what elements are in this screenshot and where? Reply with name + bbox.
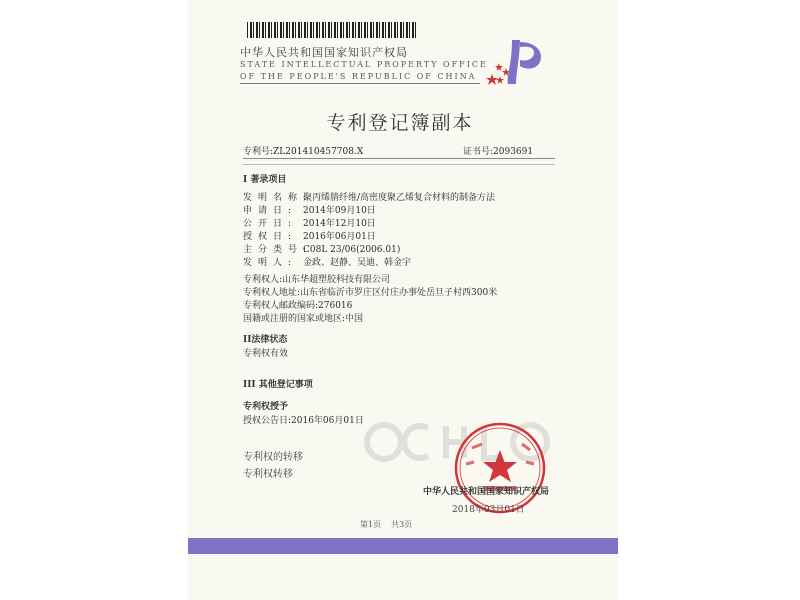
- office-name-en-line2: OF THE PEOPLE'S REPUBLIC OF CHINA: [240, 72, 477, 81]
- grant-announcement: 授权公告日:2016年06月01日: [243, 416, 364, 426]
- row-label: 申请日:: [243, 206, 298, 216]
- row-label: 发明名称:: [243, 193, 313, 203]
- bib-row-publication-date: [243, 216, 376, 229]
- grant-sub-heading: 专利权授予: [243, 402, 289, 412]
- bib-row-title: [243, 190, 495, 203]
- sipo-logo-icon: [486, 36, 546, 86]
- transfer-note-1: 专利权的转移: [243, 452, 303, 463]
- patentee-address: 专利权人地址:山东省临沂市罗庄区付庄办事处岳旦子村西300米: [243, 288, 498, 298]
- row-label: 发明人:: [243, 258, 298, 268]
- bib-row-application-date: [243, 203, 376, 216]
- row-value: 2014年12月10日: [303, 219, 376, 229]
- legal-status: 专利权有效: [243, 349, 289, 359]
- page-info: [360, 519, 422, 530]
- row-value: 2016年06月01日: [303, 232, 376, 242]
- section-3-heading: III 其他登记事项: [243, 380, 313, 390]
- patent-number: 专利号:ZL201410457708.X: [243, 147, 364, 157]
- color-band: [188, 538, 618, 554]
- page-total: 共3页: [391, 520, 413, 529]
- bib-row-grant-date: [243, 229, 376, 242]
- section-1-heading: I 著录项目: [243, 175, 287, 185]
- document-title: 专利登记簿副本: [326, 112, 474, 134]
- patentee-postcode: 专利权人邮政编码:276016: [243, 301, 353, 311]
- page-number: 第1页: [360, 520, 382, 529]
- row-label: 公开日:: [243, 219, 298, 229]
- bib-row-inventors: [243, 255, 411, 268]
- issue-date: 2018年03月01日: [452, 505, 525, 515]
- row-label: 主分类号:: [243, 245, 313, 255]
- office-name-cn: 中华人民共和国国家知识产权局: [240, 46, 408, 59]
- barcode: [247, 22, 417, 38]
- certificate-number: 证书号:2093691: [463, 147, 534, 157]
- row-value: C08L 23/06(2006.01): [303, 245, 401, 255]
- row-label: 授权日:: [243, 232, 298, 242]
- row-value: 2014年09月10日: [303, 206, 376, 216]
- row-value: 金政、赵静、吴迪、韩金宇: [303, 258, 412, 268]
- transfer-note-2: 专利权转移: [243, 469, 293, 480]
- section-2-heading: II法律状态: [243, 335, 288, 345]
- patentee-country: 国籍或注册的国家或地区:中国: [243, 314, 364, 324]
- office-name-en-line1: STATE INTELLECTUAL PROPERTY OFFICE: [240, 60, 488, 69]
- divider: [243, 158, 555, 159]
- row-value: 聚丙烯腈纤维/高密度聚乙烯复合材料的制备方法: [303, 193, 496, 203]
- divider: [243, 164, 555, 165]
- bib-row-classification: [243, 242, 400, 255]
- patentee: 专利权人:山东华超塑胶科技有限公司: [243, 275, 391, 285]
- issuing-authority: 中华人民共和国国家知识产权局: [423, 487, 550, 497]
